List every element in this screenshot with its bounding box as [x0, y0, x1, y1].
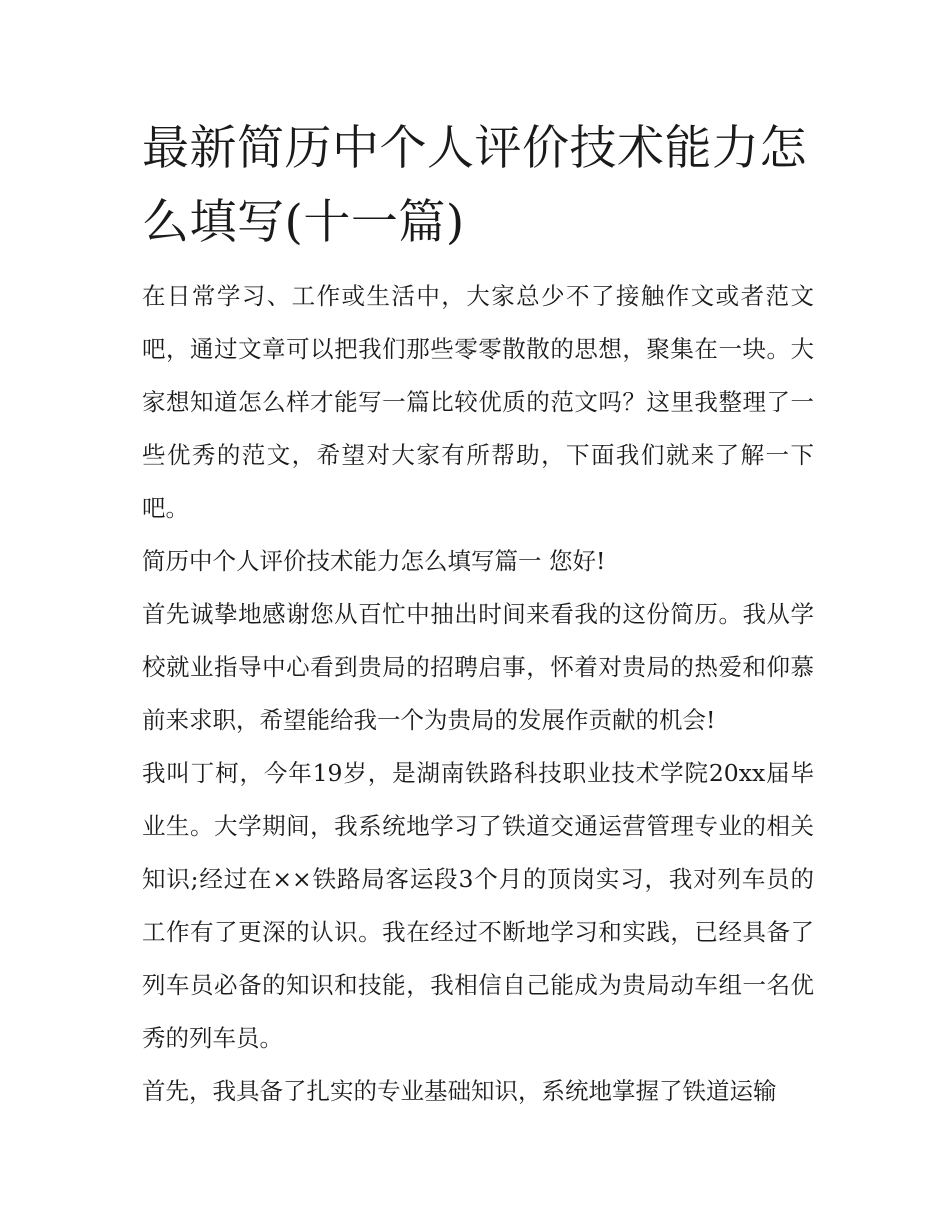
document-body	[142, 270, 822, 1118]
paragraph-intro: 在日常学习、工作或生活中，大家总少不了接触作文或者范文吧，通过文章可以把我们那些零零散散的思想，聚集在一块。大家想知道怎么样才能写一篇比较优质的范文吗？这里我整理了一些优秀的范文，希望对大家有所帮助，下面我们就来了解一下吧。	[142, 282, 814, 522]
paragraph-skills: 首先，我具备了扎实的专业基础知识，系统地掌握了铁道运输	[142, 1077, 777, 1105]
paragraph-greeting: 首先诚挚地感谢您从百忙中抽出时间来看我的这份简历。我从学校就业指导中心看到贵局的招聘启事，怀着对贵局的热爱和仰慕前来求职，希望能给我一个为贵局的发展作贡献的机会!	[142, 600, 814, 734]
document-page	[142, 112, 822, 1118]
paragraph-self-intro: 我叫丁柯，今年19岁，是湖南铁路科技职业技术学院20xx届毕业生。大学期间，我系统地学习了铁道交通运营管理专业的相关知识;经过在××铁路局客运段3个月的顶岗实习，我对列车员的工作有了更深的认识。我在经过不断地学习和实践，已经具备了列车员必备的知识和技能，我相信自己能成为贵局动车组一名优秀的列车员。	[142, 759, 814, 1052]
paragraph-section-heading: 简历中个人评价技术能力怎么填写篇一 您好!	[142, 547, 606, 575]
document-title: 最新简历中个人评价技术能力怎么填写(十一篇)	[142, 121, 807, 250]
